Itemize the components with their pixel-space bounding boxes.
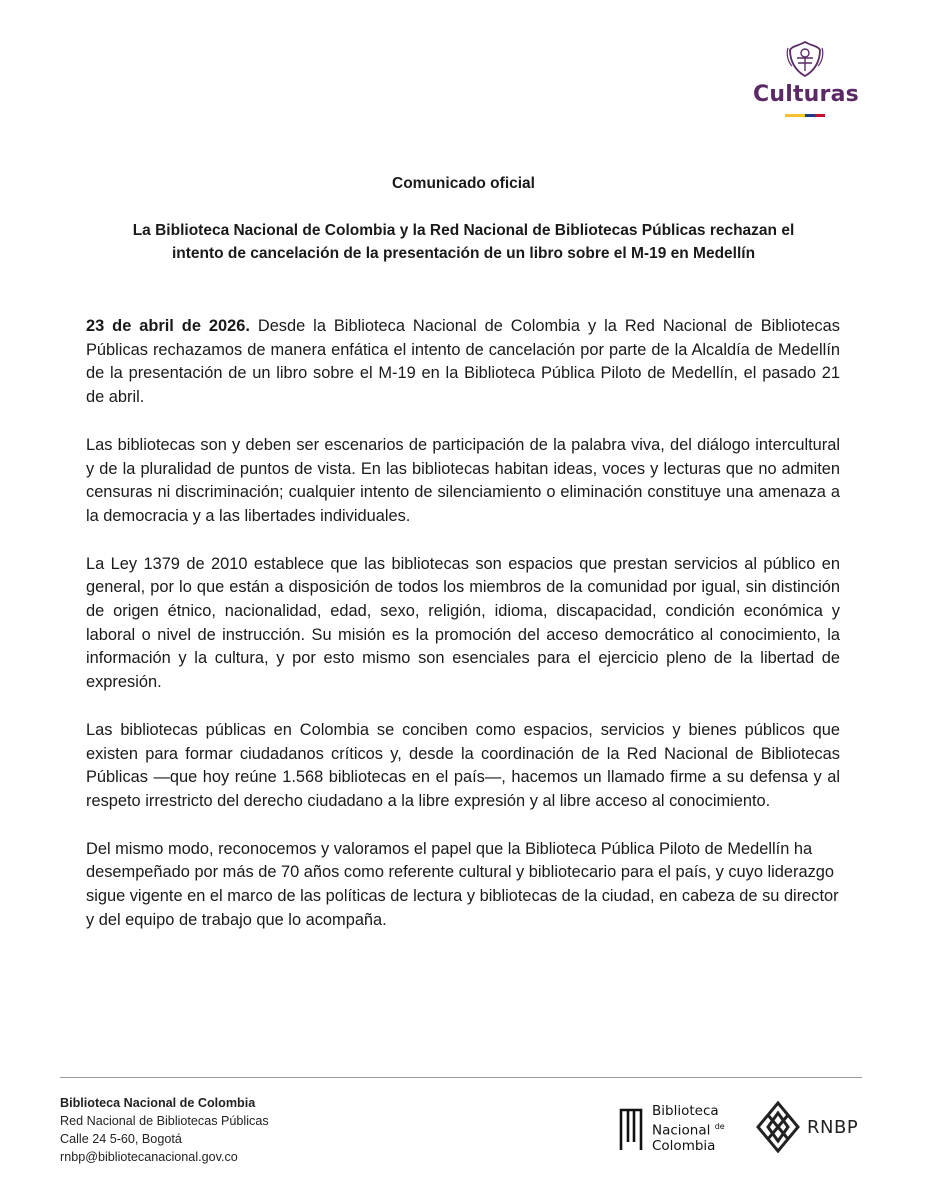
footer-address: Calle 24 5-60, Bogotá xyxy=(60,1132,182,1146)
rnbp-logo xyxy=(755,1100,858,1154)
paragraph-2: Las bibliotecas son y deben ser escenarios de participación de la palabra viva, del diálogo intercultural y de la pluralidad de puntos de vista. En las bibliotecas habitan ideas, voces y lecturas que no admiten censuras ni discriminación; cualquier intento de silenciamiento o eliminación constituye una amenaza a la democracia y a las libertades individuales. xyxy=(86,435,840,525)
headline xyxy=(80,219,847,265)
bnc-logo-line-3: Colombia xyxy=(652,1137,716,1154)
footer-network: Red Nacional de Bibliotecas Públicas xyxy=(60,1114,269,1128)
flag-bar xyxy=(785,114,825,117)
footer-divider xyxy=(60,1077,862,1078)
bnc-logo-line-1: Biblioteca xyxy=(652,1103,719,1119)
footer-email[interactable]: rnbp@bibliotecanacional.gov.co xyxy=(60,1150,238,1164)
rnbp-wordmark: RNBP xyxy=(807,1116,859,1138)
paragraph-1-text: Desde la Biblioteca Nacional de Colombia y la Red Nacional de Bibliotecas Públicas rechazamos de manera enfática el intento de cancelación por parte de la Alcaldía de Medellín de la presentación de un libro sobre el M-19 en la Biblioteca Pública Piloto de Medellín, el pasado 21 de abril. xyxy=(86,317,840,407)
paragraph-3: La Ley 1379 de 2010 establece que las bibliotecas son espacios que prestan servicios al público en general, por lo que están a disposición de todos los miembros de la comunidad por igual, sin distinción de origen étnico, nacionalidad, edad, sexo, religión, idioma, discapacidad, condición económica y laboral o nivel de instrucción. Su misión es la promoción del acceso democrático al conocimiento, la información y la cultura, y por esto mismo son esenciales para el ejercicio pleno de la libertad de expresión. xyxy=(86,554,840,692)
rnbp-lattice-icon xyxy=(755,1100,801,1154)
bnc-logo-de: de xyxy=(714,1122,725,1131)
footer-contact xyxy=(60,1094,269,1166)
bnc-emblem-icon xyxy=(618,1106,644,1152)
coat-of-arms-icon xyxy=(784,38,826,80)
date: 23 de abril de 2026. xyxy=(86,317,250,335)
document-type: Comunicado oficial xyxy=(392,175,535,192)
paragraph-4: Las bibliotecas públicas en Colombia se conciben como espacios, servicios y bienes públicos que existen para formar ciudadanos críticos y, desde la coordinación de la Red Nacional de Bibliotecas Públicas —que hoy reúne 1.568 bibliotecas en el país—, hacemos un llamado firme a su defensa y al respeto irrestricto del derecho ciudadano a la libre expresión y al libre acceso al conocimiento. xyxy=(86,720,840,810)
biblioteca-nacional-logo xyxy=(618,1104,725,1154)
body-text xyxy=(86,315,840,956)
paragraph-1 xyxy=(86,315,840,410)
paragraph-5: Del mismo modo, reconocemos y valoramos el papel que la Biblioteca Pública Piloto de Medellín ha desempeñado por más de 70 años como referente cultural y bibliotecario para el país, y cuyo liderazgo sigue vigente en el marco de las políticas de lectura y bibliotecas de la ciudad, en cabeza de su director y del equipo de trabajo que lo acompaña. xyxy=(86,839,839,929)
headline-line-2: intento de cancelación de la presentación de un libro sobre el M-19 en Medellín xyxy=(171,245,756,262)
culturas-wordmark: Culturas xyxy=(753,82,859,107)
footer-org-name: Biblioteca Nacional de Colombia xyxy=(60,1096,256,1110)
bnc-logo-line-2: Nacional xyxy=(652,1122,711,1139)
headline-line-1: La Biblioteca Nacional de Colombia y la Red Nacional de Bibliotecas Públicas rechazan el xyxy=(132,222,795,239)
culturas-logo xyxy=(753,38,857,117)
